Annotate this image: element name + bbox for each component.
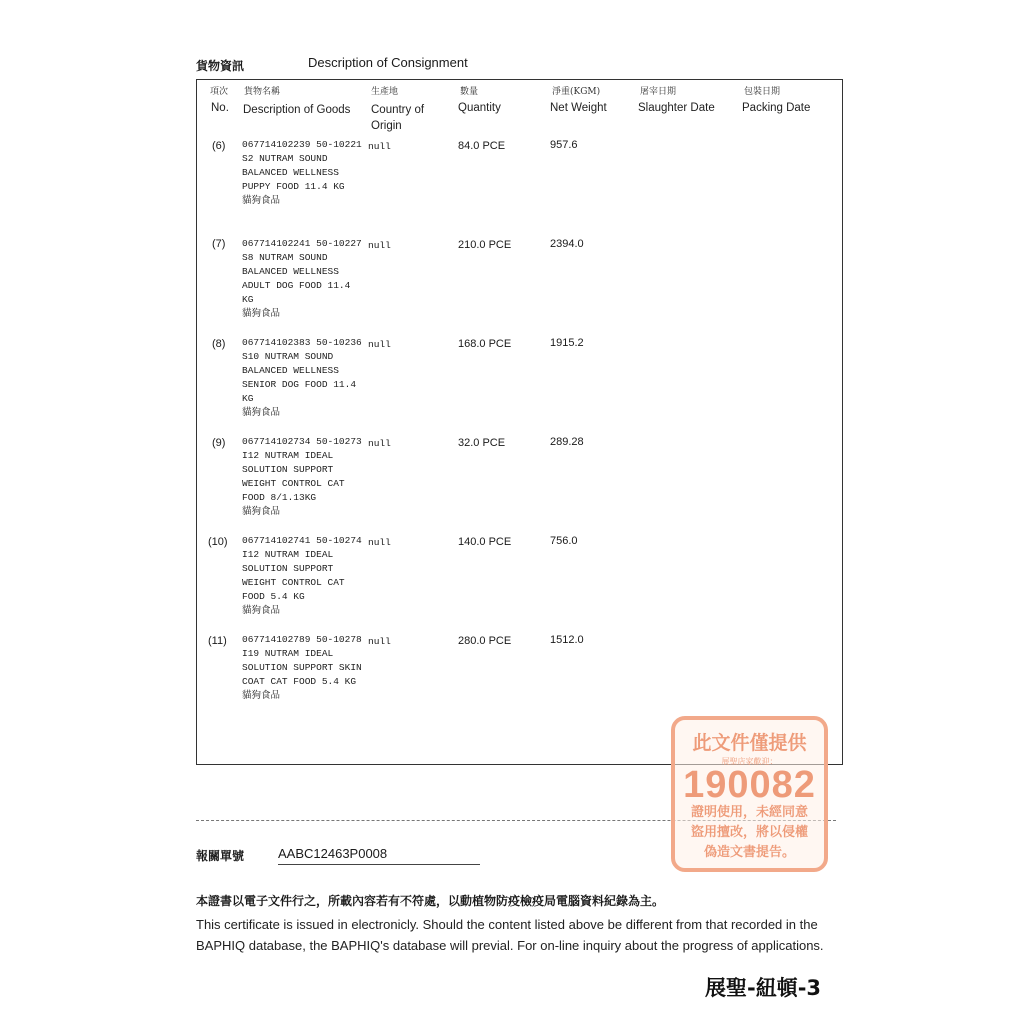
customs-label: 報關單號 [196, 849, 245, 863]
section-title-en: Description of Consignment [308, 55, 468, 70]
stamp-line: 證明使用，未經同意 [690, 805, 808, 820]
header-slaughter-zh: 屠宰日期 [640, 87, 677, 97]
header-quantity-zh: 數量 [460, 87, 479, 97]
origin-cell: null [368, 141, 391, 152]
goods-category: 貓狗食品 [242, 506, 281, 517]
net-weight-cell: 289.28 [550, 436, 584, 448]
stamp-line: 盜用擅改，將以侵權 [690, 825, 808, 840]
goods-description: 067714102734 50-10273 I12 NUTRAM IDEAL SOLUTION SUPPORT WEIGHT CONTROL CAT FOOD 8/1.13KG [242, 436, 362, 503]
header-weight-en: Net Weight [550, 102, 607, 114]
customs-underline [278, 864, 480, 865]
header-goods-zh: 貨物名稱 [244, 87, 281, 97]
goods-description: 067714102789 50-10278 I19 NUTRAM IDEAL SOLUTION SUPPORT SKIN COAT CAT FOOD 5.4 KG [242, 634, 362, 687]
watermark-stamp [671, 716, 828, 872]
stamp-code: 190082 [683, 764, 816, 806]
goods-category: 貓狗食品 [242, 195, 281, 206]
row-number: (6) [212, 140, 226, 152]
goods-category: 貓狗食品 [242, 308, 281, 319]
goods-description: 067714102383 50-10236 S10 NUTRAM SOUND BALANCED WELLNESS SENIOR DOG FOOD 11.4 KG [242, 337, 362, 404]
net-weight-cell: 2394.0 [550, 238, 584, 250]
origin-cell: null [368, 339, 391, 350]
quantity-cell: 168.0 PCE [458, 338, 512, 350]
origin-cell: null [368, 438, 391, 449]
origin-cell: null [368, 240, 391, 251]
net-weight-cell: 1512.0 [550, 634, 584, 646]
header-origin-en: Country of Origin [371, 104, 425, 132]
header-goods-en: Description of Goods [243, 104, 351, 116]
net-weight-cell: 756.0 [550, 535, 578, 547]
stamp-line: 展聖店家歡迎： [721, 757, 778, 766]
row-number: (8) [212, 338, 226, 350]
goods-category: 貓狗食品 [242, 690, 281, 701]
statement-zh: 本證書以電子文件行之，所載內容若有不符處，以動植物防疫檢疫局電腦資料紀錄為主。 [196, 894, 665, 908]
footer-label: 展聖-紐頓-3 [705, 976, 822, 1000]
goods-description: 067714102239 50-10221 S2 NUTRAM SOUND BALANCED WELLNESS PUPPY FOOD 11.4 KG [242, 139, 362, 192]
quantity-cell: 32.0 PCE [458, 437, 506, 449]
goods-description: 067714102241 50-10227 S8 NUTRAM SOUND BALANCED WELLNESS ADULT DOG FOOD 11.4 KG [242, 238, 362, 305]
header-origin-zh: 生產地 [371, 87, 399, 97]
customs-number: AABC12463P0008 [278, 846, 388, 861]
row-number: (9) [212, 437, 226, 449]
row-number: (10) [208, 536, 228, 548]
statement-en: This certificate is issued in electronicly. Should the content listed above be different from that recorded in the BAPHIQ database, the BAPHIQ's database will previal. For on-line inquiry about the progress of applications. [196, 917, 824, 953]
quantity-cell: 280.0 PCE [458, 635, 512, 647]
stamp-line: 此文件僅提供 [692, 732, 807, 754]
stamp-line: 偽造文書提告。 [703, 845, 795, 860]
origin-cell: null [368, 636, 391, 647]
net-weight-cell: 1915.2 [550, 337, 584, 349]
quantity-cell: 140.0 PCE [458, 536, 512, 548]
header-weight-zh: 淨重(KGM) [552, 87, 601, 97]
header-packing-zh: 包裝日期 [744, 87, 781, 97]
goods-category: 貓狗食品 [242, 407, 281, 418]
quantity-cell: 210.0 PCE [458, 239, 512, 251]
row-number: (11) [208, 635, 227, 647]
net-weight-cell: 957.6 [550, 139, 578, 151]
header-quantity-en: Quantity [458, 102, 501, 114]
quantity-cell: 84.0 PCE [458, 140, 506, 152]
header-no-zh: 項次 [210, 87, 229, 97]
row-number: (7) [212, 238, 226, 250]
origin-cell: null [368, 537, 391, 548]
goods-category: 貓狗食品 [242, 605, 281, 616]
section-title-zh: 貨物資訊 [196, 59, 245, 73]
header-slaughter-en: Slaughter Date [638, 102, 715, 114]
goods-description: 067714102741 50-10274 I12 NUTRAM IDEAL SOLUTION SUPPORT WEIGHT CONTROL CAT FOOD 5.4 KG [242, 535, 362, 602]
header-no-en: No. [211, 102, 229, 114]
header-packing-en: Packing Date [742, 102, 811, 114]
